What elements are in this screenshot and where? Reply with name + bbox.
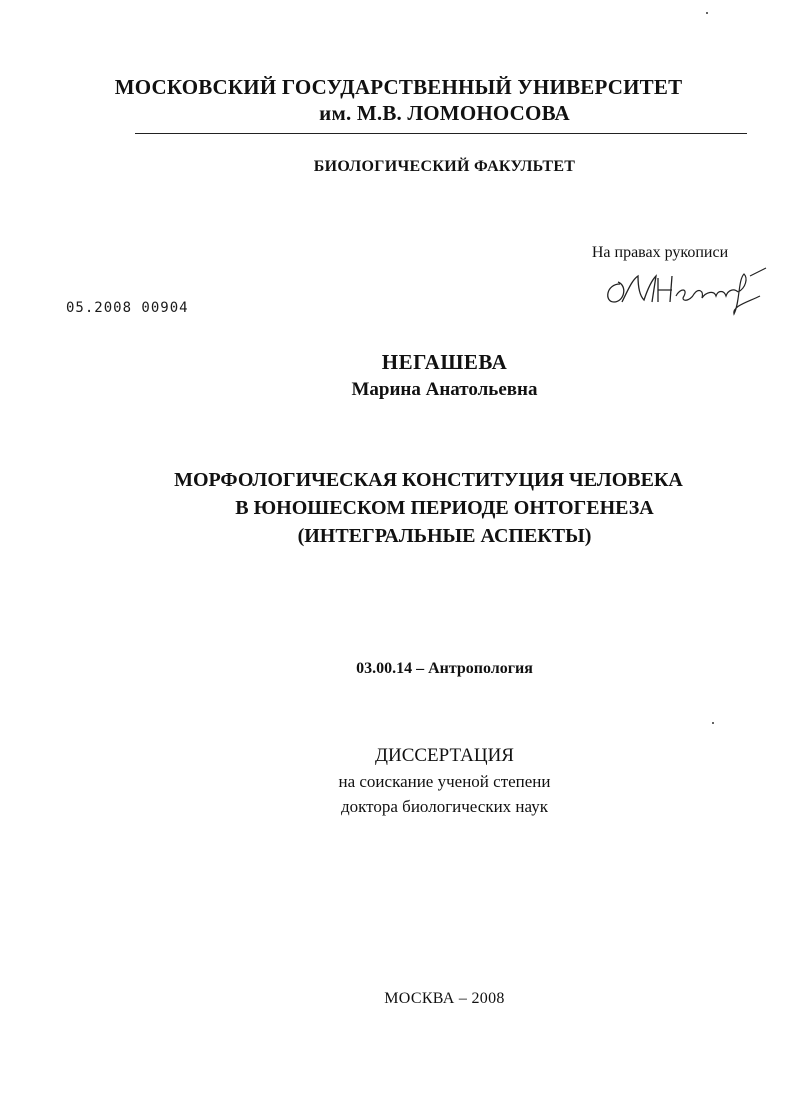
faculty-name: БИОЛОГИЧЕСКИЙ ФАКУЛЬТЕТ [313,158,576,175]
degree-line2: доктора биологических наук [341,797,548,816]
specialty-code: 03.00.14 – Антропология [356,660,533,677]
header-divider [135,133,747,134]
handwritten-signature [598,262,768,322]
thesis-title-line3: (ИНТЕГРАЛЬНЫЕ АСПЕКТЫ) [297,525,592,547]
author-surname: НЕГАШЕВА [381,350,508,374]
archive-stamp-code: 05.2008 00904 [66,300,189,316]
city-year: МОСКВА – 2008 [384,990,505,1007]
thesis-title-line1: МОРФОЛОГИЧЕСКАЯ КОНСТИТУЦИЯ ЧЕЛОВЕКА [174,469,683,491]
degree-line1: на соискание ученой степени [338,772,551,791]
scan-speck [712,722,714,724]
manuscript-rights-note: На правах рукописи [591,244,729,261]
document-type: ДИССЕРТАЦИЯ [375,745,514,766]
thesis-title-line2: В ЮНОШЕСКОМ ПЕРИОДЕ ОНТОГЕНЕЗА [235,497,654,519]
author-name: Марина Анатольевна [351,379,538,400]
university-name-line2: им. М.В. ЛОМОНОСОВА [319,101,570,125]
university-name: МОСКОВСКИЙ ГОСУДАРСТВЕННЫЙ УНИВЕРСИТЕТ [114,75,683,99]
scan-speck [706,12,708,14]
